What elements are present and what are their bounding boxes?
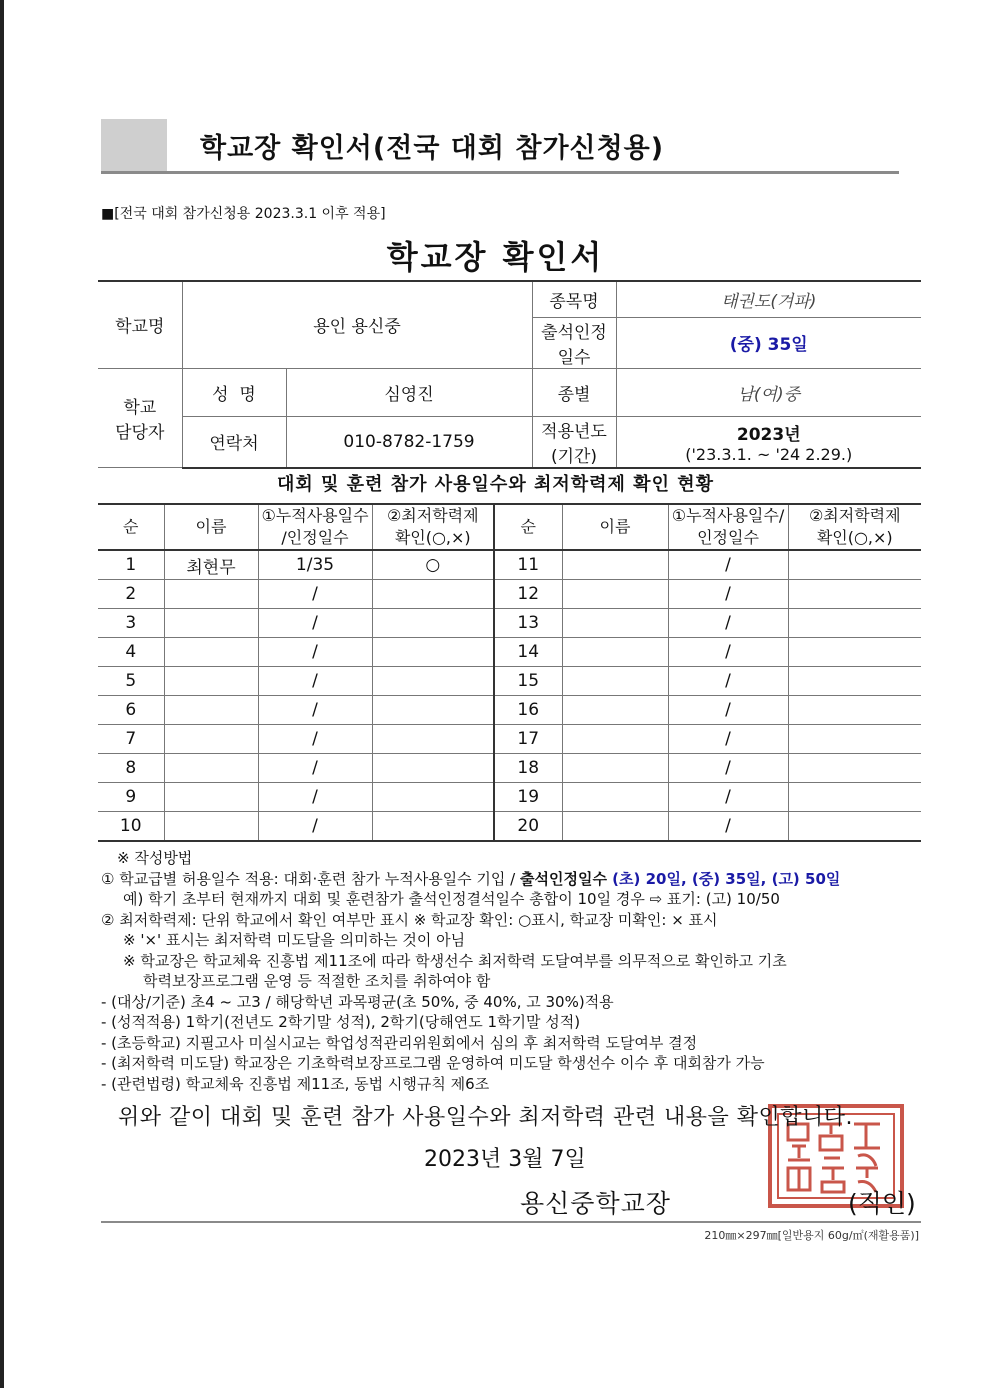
row-name-right bbox=[562, 609, 668, 638]
row-days-left: / bbox=[258, 609, 372, 638]
row-check-left bbox=[372, 609, 494, 638]
manager-label-line1: 학교 bbox=[123, 397, 157, 418]
row-check-left bbox=[372, 725, 494, 754]
row-check-right bbox=[788, 783, 921, 812]
header-days-right-line1: ①누적사용일수/ bbox=[671, 506, 785, 525]
instruction-line-5: ※ 학교장은 학교체육 진흥법 제11조에 따라 학생선수 최저학력 도달여부를 의무적으로 확인하고 기초 bbox=[123, 951, 787, 970]
row-name-right bbox=[562, 550, 668, 580]
row-name-right bbox=[562, 696, 668, 725]
title-marker bbox=[101, 119, 167, 171]
table-row bbox=[98, 638, 921, 667]
row-name-left bbox=[164, 667, 258, 696]
row-no-left: 7 bbox=[98, 725, 164, 754]
row-check-right bbox=[788, 725, 921, 754]
row-no-left: 1 bbox=[98, 550, 164, 580]
row-days-left: / bbox=[258, 580, 372, 609]
row-no-right: 15 bbox=[494, 667, 562, 696]
year-label bbox=[532, 416, 616, 468]
table-row bbox=[98, 550, 921, 580]
row-check-left bbox=[372, 754, 494, 783]
row-name-right bbox=[562, 667, 668, 696]
row-check-left bbox=[372, 638, 494, 667]
instruction-line-8: - (성적적용) 1학기(전년도 2학기말 성적), 2학기(당해연도 1학기말 성적) bbox=[101, 1013, 581, 1031]
table-row bbox=[98, 754, 921, 783]
row-name-left bbox=[164, 725, 258, 754]
school-label: 학교명 bbox=[98, 281, 182, 368]
table-row bbox=[98, 812, 921, 842]
title-divider bbox=[101, 171, 899, 174]
header-no-right: 순 bbox=[494, 504, 562, 550]
row-no-right: 18 bbox=[494, 754, 562, 783]
row-days-left: 1/35 bbox=[258, 550, 372, 580]
row-check-left: ○ bbox=[372, 550, 494, 580]
name-value: 심영진 bbox=[286, 368, 532, 416]
row-days-right: / bbox=[668, 783, 788, 812]
row-name-left: 최현무 bbox=[164, 550, 258, 580]
confirmation-text: 위와 같이 대회 및 훈련 참가 사용일수와 최저학력 관련 내용을 확인합니다. bbox=[118, 1105, 853, 1130]
table-row bbox=[98, 783, 921, 812]
table-row bbox=[98, 609, 921, 638]
row-no-left: 8 bbox=[98, 754, 164, 783]
header-check-left bbox=[372, 504, 494, 550]
type-label: 종별 bbox=[532, 368, 616, 416]
row-check-right bbox=[788, 638, 921, 667]
attendance-label-line1: 출석인정 bbox=[541, 322, 607, 343]
row-no-left: 6 bbox=[98, 696, 164, 725]
event-value: 태권도(겨파) bbox=[616, 281, 921, 317]
row-no-left: 2 bbox=[98, 580, 164, 609]
table-row bbox=[98, 725, 921, 754]
table-row bbox=[98, 667, 921, 696]
row-no-right: 17 bbox=[494, 725, 562, 754]
row-no-right: 11 bbox=[494, 550, 562, 580]
row-name-left bbox=[164, 580, 258, 609]
row-check-left bbox=[372, 812, 494, 842]
header-days-right bbox=[668, 504, 788, 550]
row-no-right: 20 bbox=[494, 812, 562, 842]
row-no-left: 3 bbox=[98, 609, 164, 638]
table-row bbox=[98, 580, 921, 609]
year-label-line1: 적용년도 bbox=[541, 421, 607, 442]
instruction-line-4: ※ '×' 표시는 최저학력 미도달을 의미하는 것이 아님 bbox=[123, 931, 466, 949]
header-days-left bbox=[258, 504, 372, 550]
main-title: 학교장 확인서 bbox=[386, 238, 605, 276]
row-name-left bbox=[164, 696, 258, 725]
row-name-left bbox=[164, 609, 258, 638]
row-days-left: / bbox=[258, 725, 372, 754]
row-check-right bbox=[788, 754, 921, 783]
row-no-left: 9 bbox=[98, 783, 164, 812]
header-days-right-line2: 인정일수 bbox=[697, 528, 759, 547]
instruction-line-10: - (최저학력 미도달) 학교장은 기초학력보장프로그램 운영하여 미도달 학생선수 이수 후 대회참가 가능 bbox=[101, 1054, 765, 1072]
row-name-right bbox=[562, 812, 668, 842]
attendance-label bbox=[532, 317, 616, 368]
row-days-right: / bbox=[668, 754, 788, 783]
contact-value: 010-8782-1759 bbox=[286, 416, 532, 468]
row-check-right bbox=[788, 550, 921, 580]
status-rows bbox=[98, 550, 921, 841]
row-no-right: 19 bbox=[494, 783, 562, 812]
row-days-right: / bbox=[668, 580, 788, 609]
row-days-right: / bbox=[668, 609, 788, 638]
seal-label: (직인) bbox=[848, 1189, 916, 1218]
row-days-right: / bbox=[668, 812, 788, 842]
row-check-right bbox=[788, 696, 921, 725]
row-days-left: / bbox=[258, 754, 372, 783]
row-name-left bbox=[164, 783, 258, 812]
instructions-heading: ※ 작성방법 bbox=[117, 849, 193, 867]
header-days-left-line1: ①누적사용일수 bbox=[261, 506, 369, 525]
row-days-left: / bbox=[258, 696, 372, 725]
row-check-right bbox=[788, 609, 921, 638]
document-title: 학교장 확인서(전국 대회 참가신청용) bbox=[200, 133, 665, 164]
row-name-right bbox=[562, 725, 668, 754]
row-no-left: 5 bbox=[98, 667, 164, 696]
header-name-right: 이름 bbox=[562, 504, 668, 550]
row-name-right bbox=[562, 638, 668, 667]
header-check-right-line2: 확인(○,×) bbox=[816, 528, 893, 547]
row-no-right: 12 bbox=[494, 580, 562, 609]
row-days-right: / bbox=[668, 725, 788, 754]
instruction-line-1b: 출석인정일수 bbox=[520, 869, 607, 888]
header-check-left-line2: 확인(○,×) bbox=[394, 528, 471, 547]
row-check-left bbox=[372, 696, 494, 725]
attendance-value: (중) 35일 bbox=[616, 317, 921, 368]
paper-spec-note: 210㎜×297㎜[일반용지 60g/㎡(재활용품)] bbox=[704, 1229, 919, 1242]
instruction-line-11: - (관련법령) 학교체육 진흥법 제11조, 동법 시행규칙 제6조 bbox=[101, 1074, 490, 1093]
manager-label-line2: 담당자 bbox=[115, 422, 165, 443]
row-check-right bbox=[788, 812, 921, 842]
instruction-line-3: ② 최저학력제: 단위 학교에서 확인 여부만 표시 ※ 학교장 확인: ○표시, 학교장 미확인: × 표시 bbox=[101, 910, 718, 929]
row-name-right bbox=[562, 783, 668, 812]
header-check-right bbox=[788, 504, 921, 550]
row-no-right: 16 bbox=[494, 696, 562, 725]
instruction-line-9: - (초등학교) 지필고사 미실시교는 학업성적관리위원회에서 심의 후 최저학력 도달여부 결정 bbox=[101, 1033, 698, 1052]
instruction-line-2: 예) 학기 초부터 현재까지 대회 및 훈련참가 출석인정결석일수 총합이 10일 경우 ⇨ 표기: (고) 10/50 bbox=[123, 890, 780, 908]
table-row bbox=[98, 696, 921, 725]
header-check-right-line1: ②최저학력제 bbox=[808, 506, 901, 525]
header-name-left: 이름 bbox=[164, 504, 258, 550]
row-days-right: / bbox=[668, 638, 788, 667]
instruction-line-7: - (대상/기준) 초4 ~ 고3 / 해당학년 과목평균(초 50%, 중 40%, 고 30%)적용 bbox=[101, 992, 614, 1011]
row-name-right bbox=[562, 580, 668, 609]
row-no-left: 10 bbox=[98, 812, 164, 842]
event-label: 종목명 bbox=[532, 281, 616, 317]
row-name-left bbox=[164, 638, 258, 667]
row-name-right bbox=[562, 754, 668, 783]
row-days-left: / bbox=[258, 783, 372, 812]
row-no-right: 14 bbox=[494, 638, 562, 667]
row-no-right: 13 bbox=[494, 609, 562, 638]
header-days-left-line2: /인정일수 bbox=[281, 528, 349, 547]
row-days-right: / bbox=[668, 550, 788, 580]
attendance-label-line2: 일수 bbox=[557, 347, 591, 368]
header-no-left: 순 bbox=[98, 504, 164, 550]
contact-label: 연락처 bbox=[182, 416, 286, 468]
manager-label bbox=[98, 368, 182, 468]
row-days-right: / bbox=[668, 667, 788, 696]
row-name-left bbox=[164, 754, 258, 783]
instruction-line-1c: (초) 20일, (중) 35일, (고) 50일 bbox=[606, 869, 841, 888]
instruction-line-1 bbox=[101, 869, 921, 890]
status-title: 대회 및 훈련 참가 사용일수와 최저학력제 확인 현황 bbox=[276, 474, 714, 495]
row-days-left: / bbox=[258, 667, 372, 696]
year-value-line1: 2023년 bbox=[736, 424, 801, 445]
year-value bbox=[616, 416, 921, 468]
bottom-divider bbox=[101, 1221, 921, 1223]
row-days-left: / bbox=[258, 812, 372, 842]
period-value: ('23.3.1. ~ '24 2.29.) bbox=[685, 444, 853, 464]
row-check-left bbox=[372, 783, 494, 812]
principal-name: 용신중학교장 bbox=[520, 1189, 671, 1218]
year-label-line2: (기간) bbox=[550, 446, 598, 467]
page-edge bbox=[0, 0, 4, 1388]
seal-glyphs bbox=[788, 1124, 880, 1192]
instruction-line-1a: ① 학교급별 허용일수 적용: 대회·훈련 참가 누적사용일수 기입 / bbox=[101, 869, 520, 888]
instruction-line-6: 학력보장프로그램 운영 등 적절한 조치를 취하여야 함 bbox=[143, 972, 491, 990]
row-days-left: / bbox=[258, 638, 372, 667]
header-check-left-line1: ②최저학력제 bbox=[386, 506, 479, 525]
row-name-left bbox=[164, 812, 258, 842]
apply-note: ■[전국 대회 참가신청용 2023.3.1 이후 적용] bbox=[101, 206, 386, 222]
row-check-left bbox=[372, 667, 494, 696]
row-check-left bbox=[372, 580, 494, 609]
row-check-right bbox=[788, 667, 921, 696]
status-table bbox=[98, 503, 921, 842]
issue-date: 2023년 3월 7일 bbox=[424, 1147, 586, 1172]
row-no-left: 4 bbox=[98, 638, 164, 667]
school-value: 용인 용신중 bbox=[182, 281, 532, 368]
name-label: 성 명 bbox=[182, 368, 286, 416]
row-days-right: / bbox=[668, 696, 788, 725]
row-check-right bbox=[788, 580, 921, 609]
type-value: 남(여)중 bbox=[616, 368, 921, 416]
instructions bbox=[101, 848, 921, 1094]
info-table bbox=[98, 280, 921, 469]
